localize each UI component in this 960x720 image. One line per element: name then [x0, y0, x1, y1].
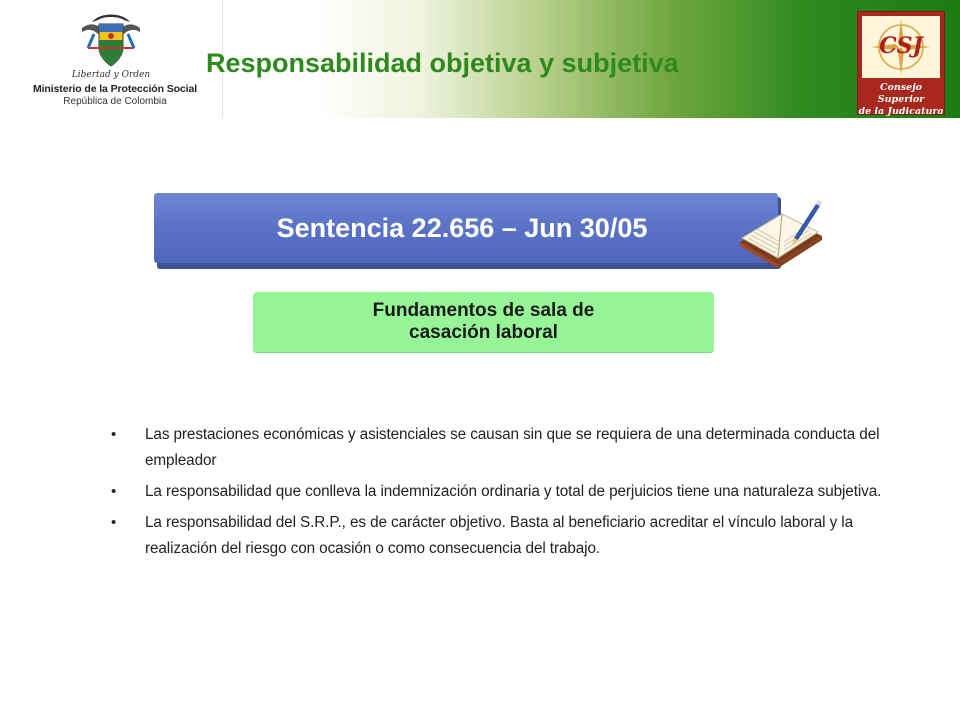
subtitle-line-2: casación laboral	[409, 322, 558, 343]
csj-logo	[857, 11, 945, 115]
country-name: República de Colombia	[63, 96, 167, 107]
csj-name	[858, 82, 944, 118]
list-item	[107, 510, 897, 562]
subtitle-line-1: Fundamentos de sala de	[372, 300, 595, 321]
banner-title: Sentencia 22.656 – Jun 30/05	[276, 212, 648, 243]
bullet-marker: •	[111, 426, 117, 443]
list-item	[107, 422, 897, 474]
ministry-name: Ministerio de la Protección Social	[32, 83, 198, 95]
csj-name-line-2: de la Judicatura	[858, 106, 944, 117]
bullet-marker: •	[111, 483, 117, 500]
csj-name-line-1: Consejo Superior	[877, 82, 925, 105]
csj-emblem	[862, 16, 940, 78]
page-title: Responsabilidad objetiva y subjetiva	[206, 48, 679, 78]
sentence-banner	[154, 193, 778, 263]
list-item	[107, 479, 897, 505]
ministry-motto: Libertad y Orden	[71, 70, 151, 80]
coat-of-arms-icon	[78, 8, 144, 74]
bullet-text: Las prestaciones económicas y asistenciales se causan sin que se requiera de una determinada conducta del empleador	[145, 426, 880, 469]
subtitle-text	[319, 300, 649, 344]
subtitle-box	[253, 292, 714, 352]
bullet-marker: •	[111, 514, 117, 531]
bullet-text: La responsabilidad que conlleva la indemnización ordinaria y total de perjuicios tiene una naturaleza subjetiva.	[145, 483, 882, 500]
header-band	[0, 0, 960, 118]
ministry-logo	[0, 0, 223, 118]
bullet-list	[107, 422, 897, 567]
csj-letters: CSJ	[879, 33, 923, 59]
open-book-with-pen-icon	[736, 198, 826, 278]
bullet-text: La responsabilidad del S.R.P., es de carácter objetivo. Basta al beneficiario acreditar el vínculo laboral y la realización del riesgo con ocasión o como consecuencia del trabajo.	[145, 514, 853, 557]
